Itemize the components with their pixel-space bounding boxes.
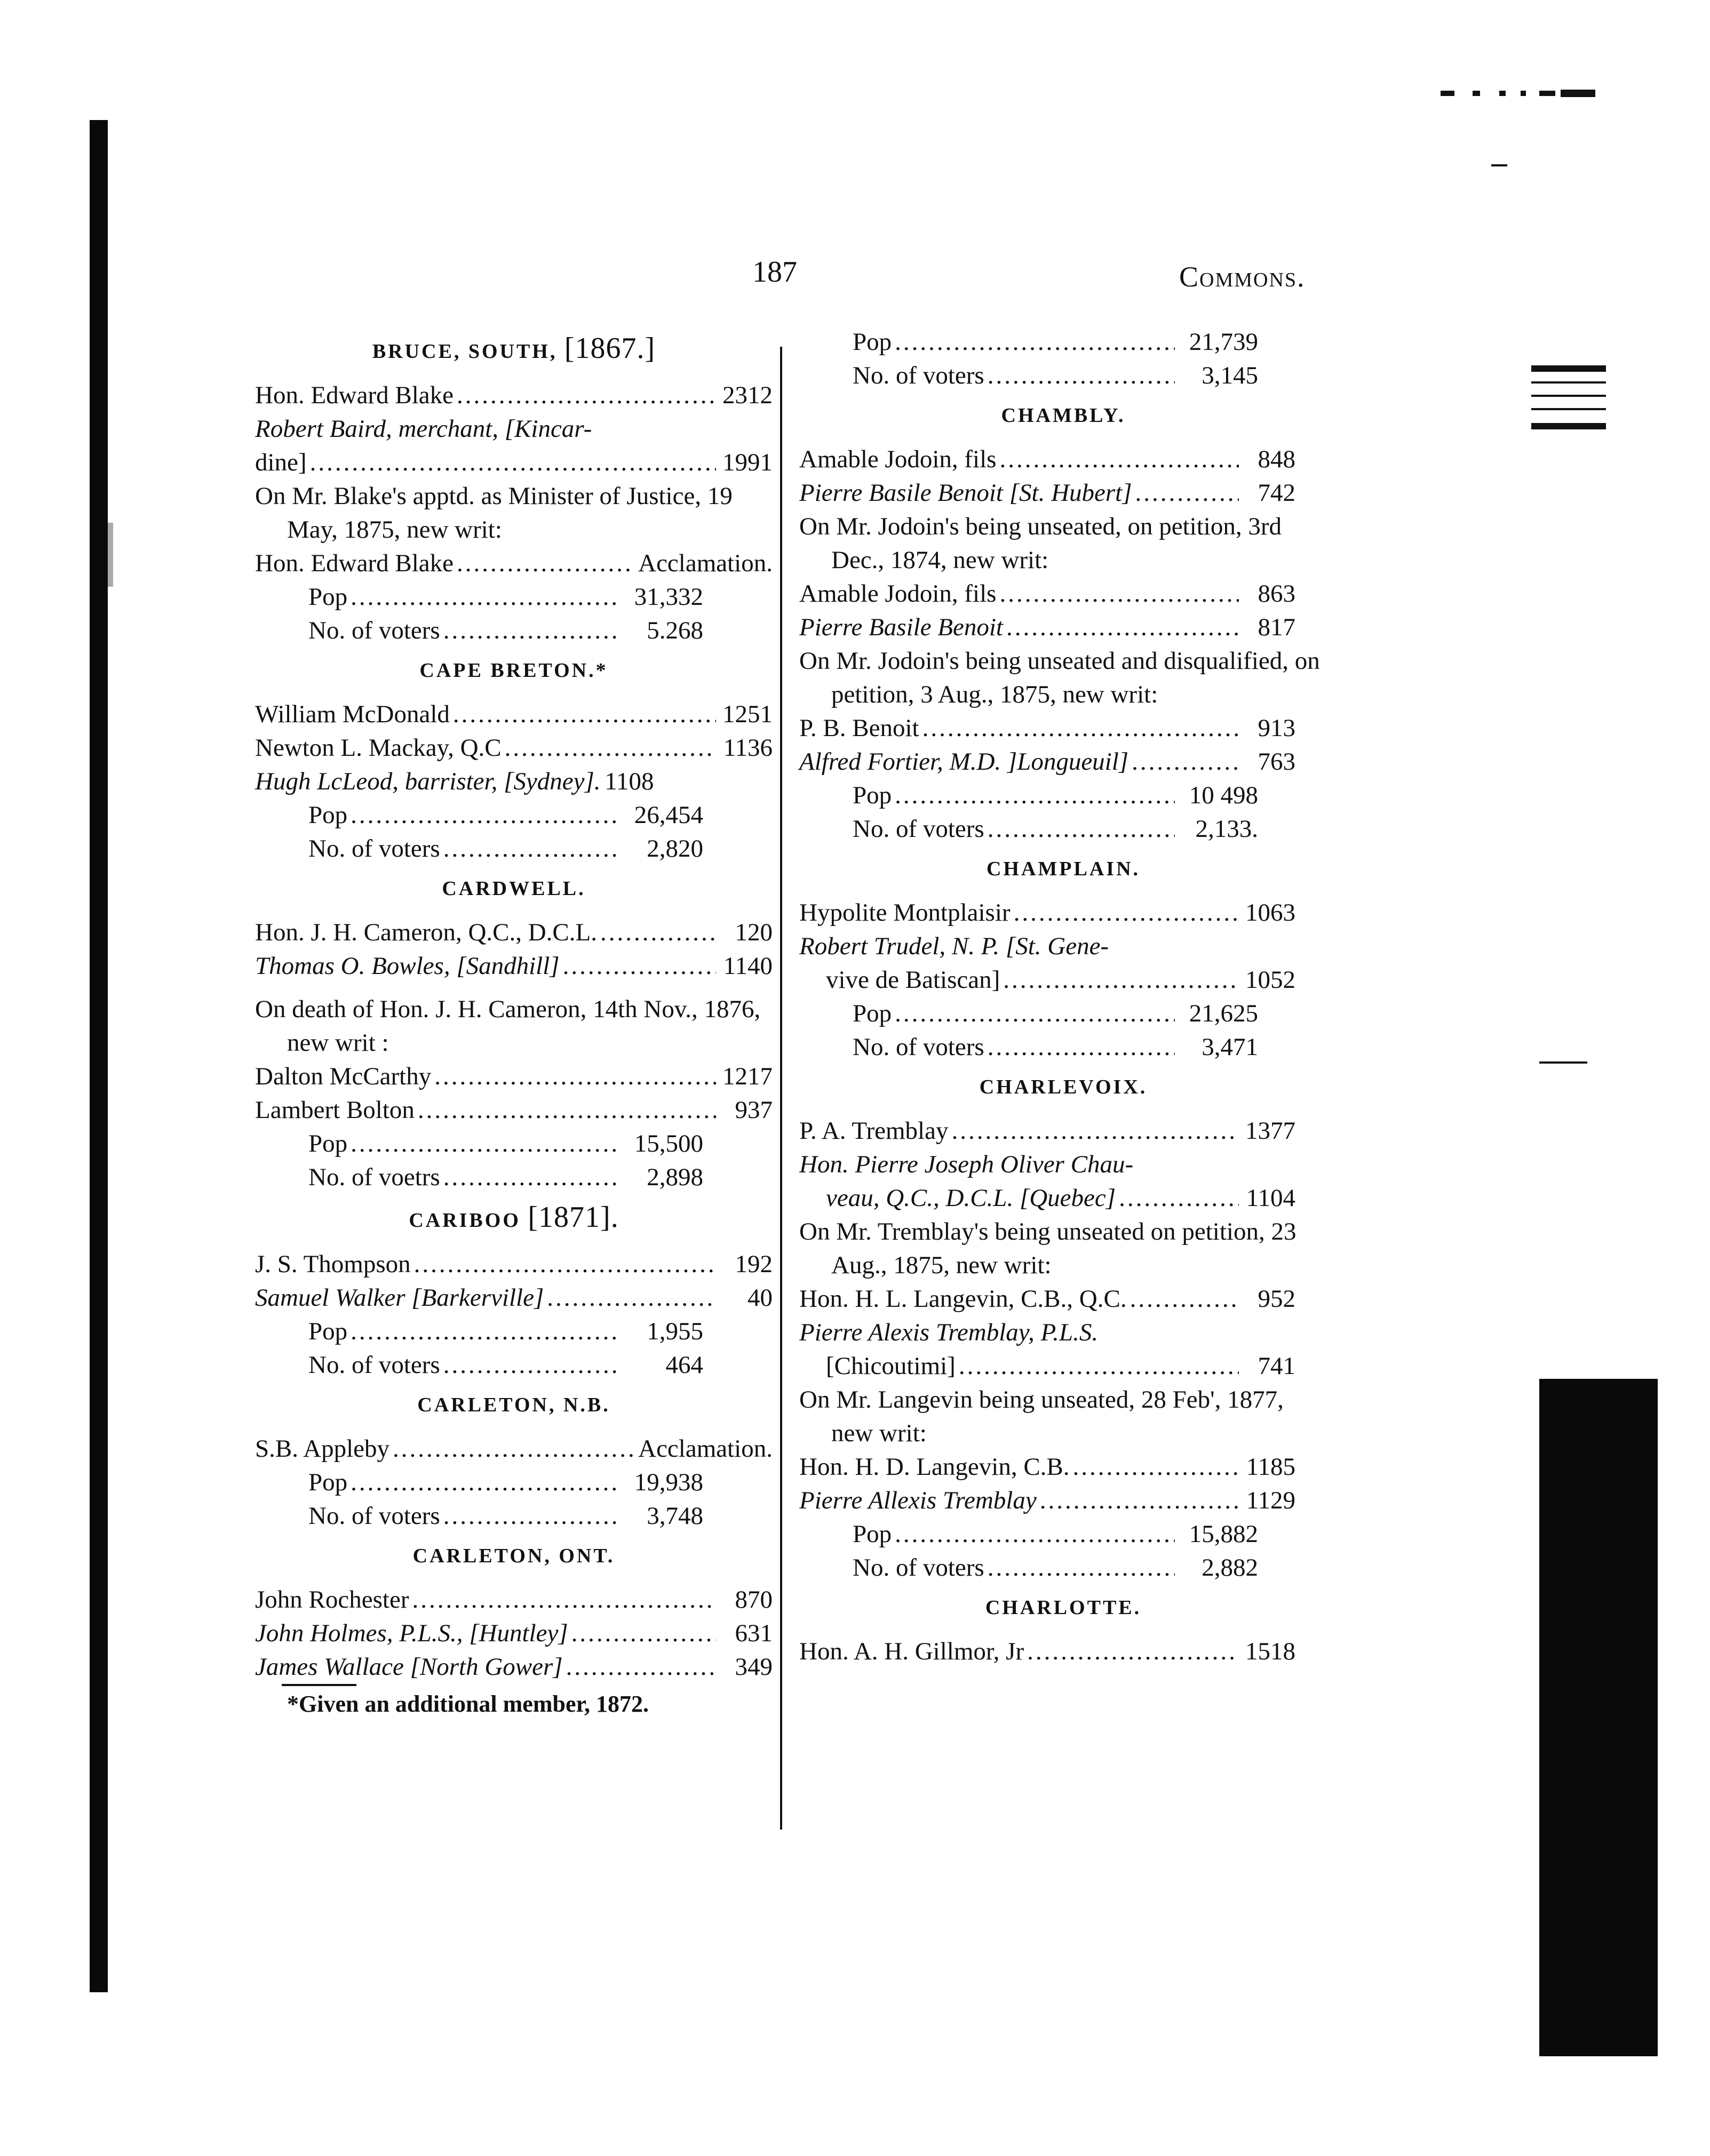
- candidate-row: Hypolite Montplaisir ..... 1063: [799, 896, 1327, 930]
- candidate-row: Samuel Walker [Barkerville] ..... 40: [255, 1281, 773, 1315]
- candidate-row: Pierre Basile Benoit ..... 817: [799, 611, 1327, 644]
- scan-dash: [1491, 164, 1507, 166]
- riding-heading: CARDWELL.: [442, 877, 586, 900]
- riding-heading: CARLETON, ONT.: [412, 1545, 615, 1567]
- writ-note: On Mr. Blake's apptd. as Minister of Justice, 19 May, 1875, new writ:: [255, 482, 733, 544]
- scan-marks-top: [1441, 85, 1595, 101]
- population-row: Pop ..... 1,955: [255, 1315, 773, 1348]
- writ-note: On death of Hon. J. H. Cameron, 14th Nov., 1876, new writ :: [255, 995, 761, 1057]
- candidate-row: veau, Q.C., D.C.L. [Quebec] ..... 1104: [799, 1181, 1327, 1215]
- voters-row: No. of voters ..... 464: [255, 1348, 773, 1382]
- candidate-row: Robert Trudel, N. P. [St. Gene-: [799, 932, 1109, 960]
- candidate-row: Hon. Edward Blake ..... 2312: [255, 379, 773, 412]
- riding-heading: CARIBOO [1871].: [409, 1201, 619, 1234]
- column-divider: [780, 347, 782, 1830]
- candidate-row: Pierre Alexis Tremblay, P.L.S.: [799, 1319, 1099, 1346]
- writ-note: On Mr. Jodoin's being unseated and disqualified, on petition, 3 Aug., 1875, new writ:: [799, 647, 1320, 708]
- population-row: Pop ..... 21,625: [799, 997, 1327, 1031]
- candidate-row: S.B. Appleby ..... Acclamation.: [255, 1432, 773, 1466]
- writ-note: On Mr. Jodoin's being unseated, on petition, 3rd Dec., 1874, new writ:: [799, 513, 1282, 574]
- riding-heading: BRUCE, SOUTH, [1867.]: [372, 332, 656, 365]
- scan-marks-right: [1531, 365, 1611, 445]
- voters-row: No. of voters ..... 2,133.: [799, 812, 1327, 846]
- population-row: Pop ..... 19,938: [255, 1466, 773, 1499]
- candidate-row: vive de Batiscan] ..... 1052: [799, 963, 1327, 997]
- right-column: [799, 325, 1327, 1668]
- scan-edge-shadow-left: [90, 120, 108, 1992]
- voters-row: No. of voters ..... 2,882: [799, 1551, 1327, 1585]
- candidate-row: Pierre Basile Benoit [St. Hubert] ..... 742: [799, 476, 1327, 510]
- candidate-row: Hon. Pierre Joseph Oliver Chau-: [799, 1151, 1134, 1178]
- candidate-row: Lambert Bolton ..... 937: [255, 1093, 773, 1127]
- voters-row: No. of voters ..... 2,820: [255, 832, 773, 866]
- candidate-row: John Rochester ..... 870: [255, 1583, 773, 1617]
- candidate-row: Amable Jodoin, fils ..... 848: [799, 443, 1327, 476]
- scan-smudge: [108, 523, 113, 587]
- population-row: Pop ..... 26,454: [255, 798, 773, 832]
- writ-note: On Mr. Tremblay's being unseated on petition, 23 Aug., 1875, new writ:: [799, 1218, 1297, 1279]
- riding-heading: CARLETON, N.B.: [417, 1394, 610, 1416]
- candidate-row: Hon. Edward Blake ..... Acclamation.: [255, 547, 773, 580]
- candidate-row: William McDonald ..... 1251: [255, 698, 773, 731]
- riding-heading: CHARLOTTE.: [985, 1596, 1142, 1619]
- candidate-row: Thomas O. Bowles, [Sandhill] ..... 1140: [255, 949, 773, 983]
- riding-heading: CHAMPLAIN.: [986, 858, 1141, 880]
- page-number: 187: [752, 255, 797, 289]
- candidate-row: Newton L. Mackay, Q.C ..... 1136: [255, 731, 773, 765]
- population-row: Pop ..... 15,500: [255, 1127, 773, 1161]
- writ-note: On Mr. Langevin being unseated, 28 Feb', 1877, new writ:: [799, 1386, 1284, 1447]
- candidate-row: Pierre Allexis Tremblay ..... 1129: [799, 1484, 1327, 1518]
- population-row: Pop ..... 10 498: [799, 779, 1327, 812]
- candidate-row: Hon. H. L. Langevin, C.B., Q.C. ..... 952: [799, 1282, 1327, 1316]
- candidate-row: John Holmes, P.L.S., [Huntley] ..... 631: [255, 1617, 773, 1650]
- candidate-row: Hugh LcLeod, barrister, [Sydney]. 1108: [255, 768, 654, 795]
- candidate-row: P. B. Benoit ..... 913: [799, 712, 1327, 745]
- population-row: Pop ..... 31,332: [255, 580, 773, 614]
- footnote: *Given an additional member, 1872.: [287, 1691, 649, 1717]
- population-row: Pop ..... 15,882: [799, 1518, 1327, 1551]
- candidate-row: Hon. A. H. Gillmor, Jr ..... 1518: [799, 1635, 1327, 1668]
- candidate-row: Hon. H. D. Langevin, C.B. ..... 1185: [799, 1450, 1327, 1484]
- candidate-row: Robert Baird, merchant, [Kincar-: [255, 415, 592, 443]
- candidate-row: P. A. Tremblay ..... 1377: [799, 1114, 1327, 1148]
- voters-row: No. of voters ..... 5.268: [255, 614, 773, 648]
- section-title: Commons.: [1179, 261, 1306, 293]
- left-column: [255, 325, 773, 1719]
- candidate-row: [Chicoutimi] ..... 741: [799, 1350, 1327, 1383]
- voters-row: No. of voters ..... 3,471: [799, 1031, 1327, 1064]
- riding-heading: CHARLEVOIX.: [979, 1076, 1148, 1098]
- candidate-row: Dalton McCarthy ..... 1217: [255, 1060, 773, 1093]
- scan-edge-shadow-right: [1539, 1379, 1658, 2056]
- voters-row: No. of voters ..... 3,748: [255, 1499, 773, 1533]
- voters-row: No. of voetrs ..... 2,898: [255, 1161, 773, 1194]
- riding-heading: CAPE BRETON.*: [419, 659, 608, 682]
- footnote-rule: [282, 1684, 356, 1686]
- candidate-row: J. S. Thompson ..... 192: [255, 1248, 773, 1281]
- candidate-row: James Wallace [North Gower] ..... 349: [255, 1650, 773, 1684]
- candidate-row: Alfred Fortier, M.D. ]Longueuil] ..... 763: [799, 745, 1327, 779]
- scan-dash: [1539, 1061, 1587, 1064]
- riding-heading: CHAMBLY.: [1001, 404, 1126, 427]
- population-row: Pop ..... 21,739: [799, 325, 1327, 359]
- candidate-row: dine] ..... 1991: [255, 446, 773, 480]
- candidate-row: Amable Jodoin, fils ..... 863: [799, 577, 1327, 611]
- voters-row: No. of voters ..... 3,145: [799, 359, 1327, 393]
- candidate-row: Hon. J. H. Cameron, Q.C., D.C.L. ..... 120: [255, 916, 773, 949]
